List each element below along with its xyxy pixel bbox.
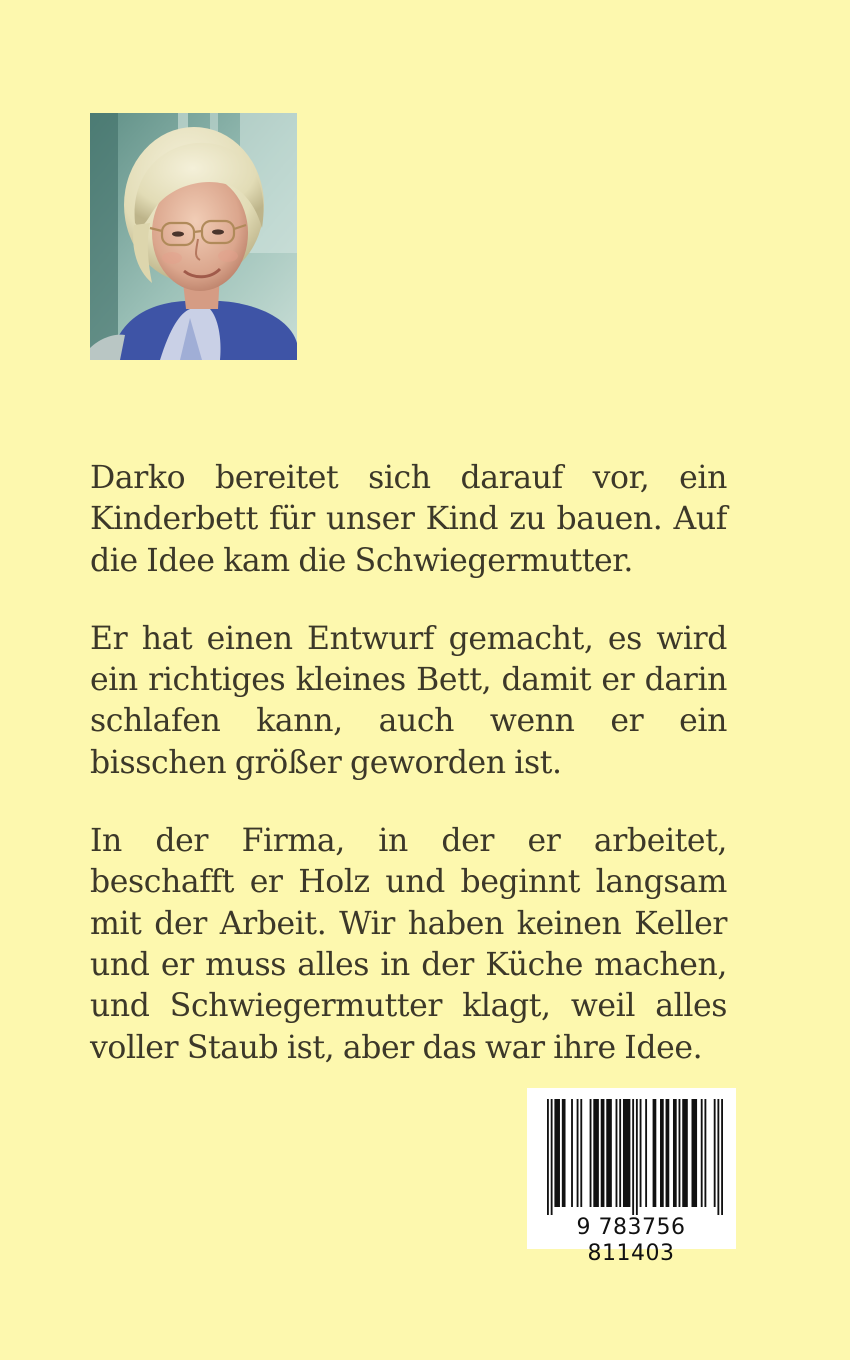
isbn-barcode [527,1088,736,1266]
isbn-number: 9 783756 811403 [576,1215,686,1266]
barcode-bar-13 [619,1099,621,1207]
barcode-bar-10 [601,1099,605,1207]
barcode-bar-4 [562,1099,566,1207]
barcode-bar-7 [580,1099,582,1207]
barcode-bar-20 [660,1099,664,1207]
barcode-bar-5 [571,1099,573,1207]
barcode-bar-15 [632,1099,634,1215]
barcode-bar-18 [645,1099,647,1207]
barcode-bar-3 [554,1099,560,1207]
barcode-bars [547,1099,723,1215]
barcode-bar-9 [593,1099,599,1207]
barcode-bar-1 [547,1099,549,1215]
barcode-bar-16 [636,1099,638,1215]
barcode-bar-2 [551,1099,553,1215]
blurb-paragraph-1: Darko bereitet sich darauf vor, ein Kinderbett für unser Kind zu bauen. Auf die Idee kam die Schwiegermutter. [90,460,727,579]
author-portrait-image [90,113,297,360]
barcode-bar-29 [717,1099,719,1215]
barcode-bar-27 [704,1099,706,1207]
blurb-text [90,458,727,1106]
barcode-bar-22 [673,1099,677,1207]
barcode-bar-30 [721,1099,723,1215]
barcode-bar-24 [682,1099,688,1207]
barcode-bar-28 [714,1099,716,1207]
barcode-bar-23 [679,1099,681,1207]
barcode-bar-21 [666,1099,670,1207]
blurb-paragraph-3: In der Firma, in der er arbeitet, beschafft er Holz und beginnt langsam mit der Arbeit. Wir haben keinen Keller und er muss alles in der Küche machen, und Schwiegermutter klagt, weil alles voller Staub ist, aber das war ihre Idee. [90,823,727,1066]
blurb-paragraph-2: Er hat einen Entwurf gemacht, es wird ein richtiges kleines Bett, damit er darin schlafen kann, auch wenn er ein bisschen größer geworden ist. [90,620,727,781]
barcode-bar-6 [577,1099,579,1207]
barcode-bar-25 [692,1099,698,1207]
barcode-bar-11 [606,1099,612,1207]
author-photo [90,113,297,360]
barcode-bar-19 [653,1099,657,1207]
barcode-bar-17 [640,1099,642,1207]
barcode-bar-14 [623,1099,630,1207]
barcode-bar-12 [616,1099,618,1207]
barcode-bar-26 [701,1099,703,1207]
barcode-bar-8 [590,1099,592,1207]
